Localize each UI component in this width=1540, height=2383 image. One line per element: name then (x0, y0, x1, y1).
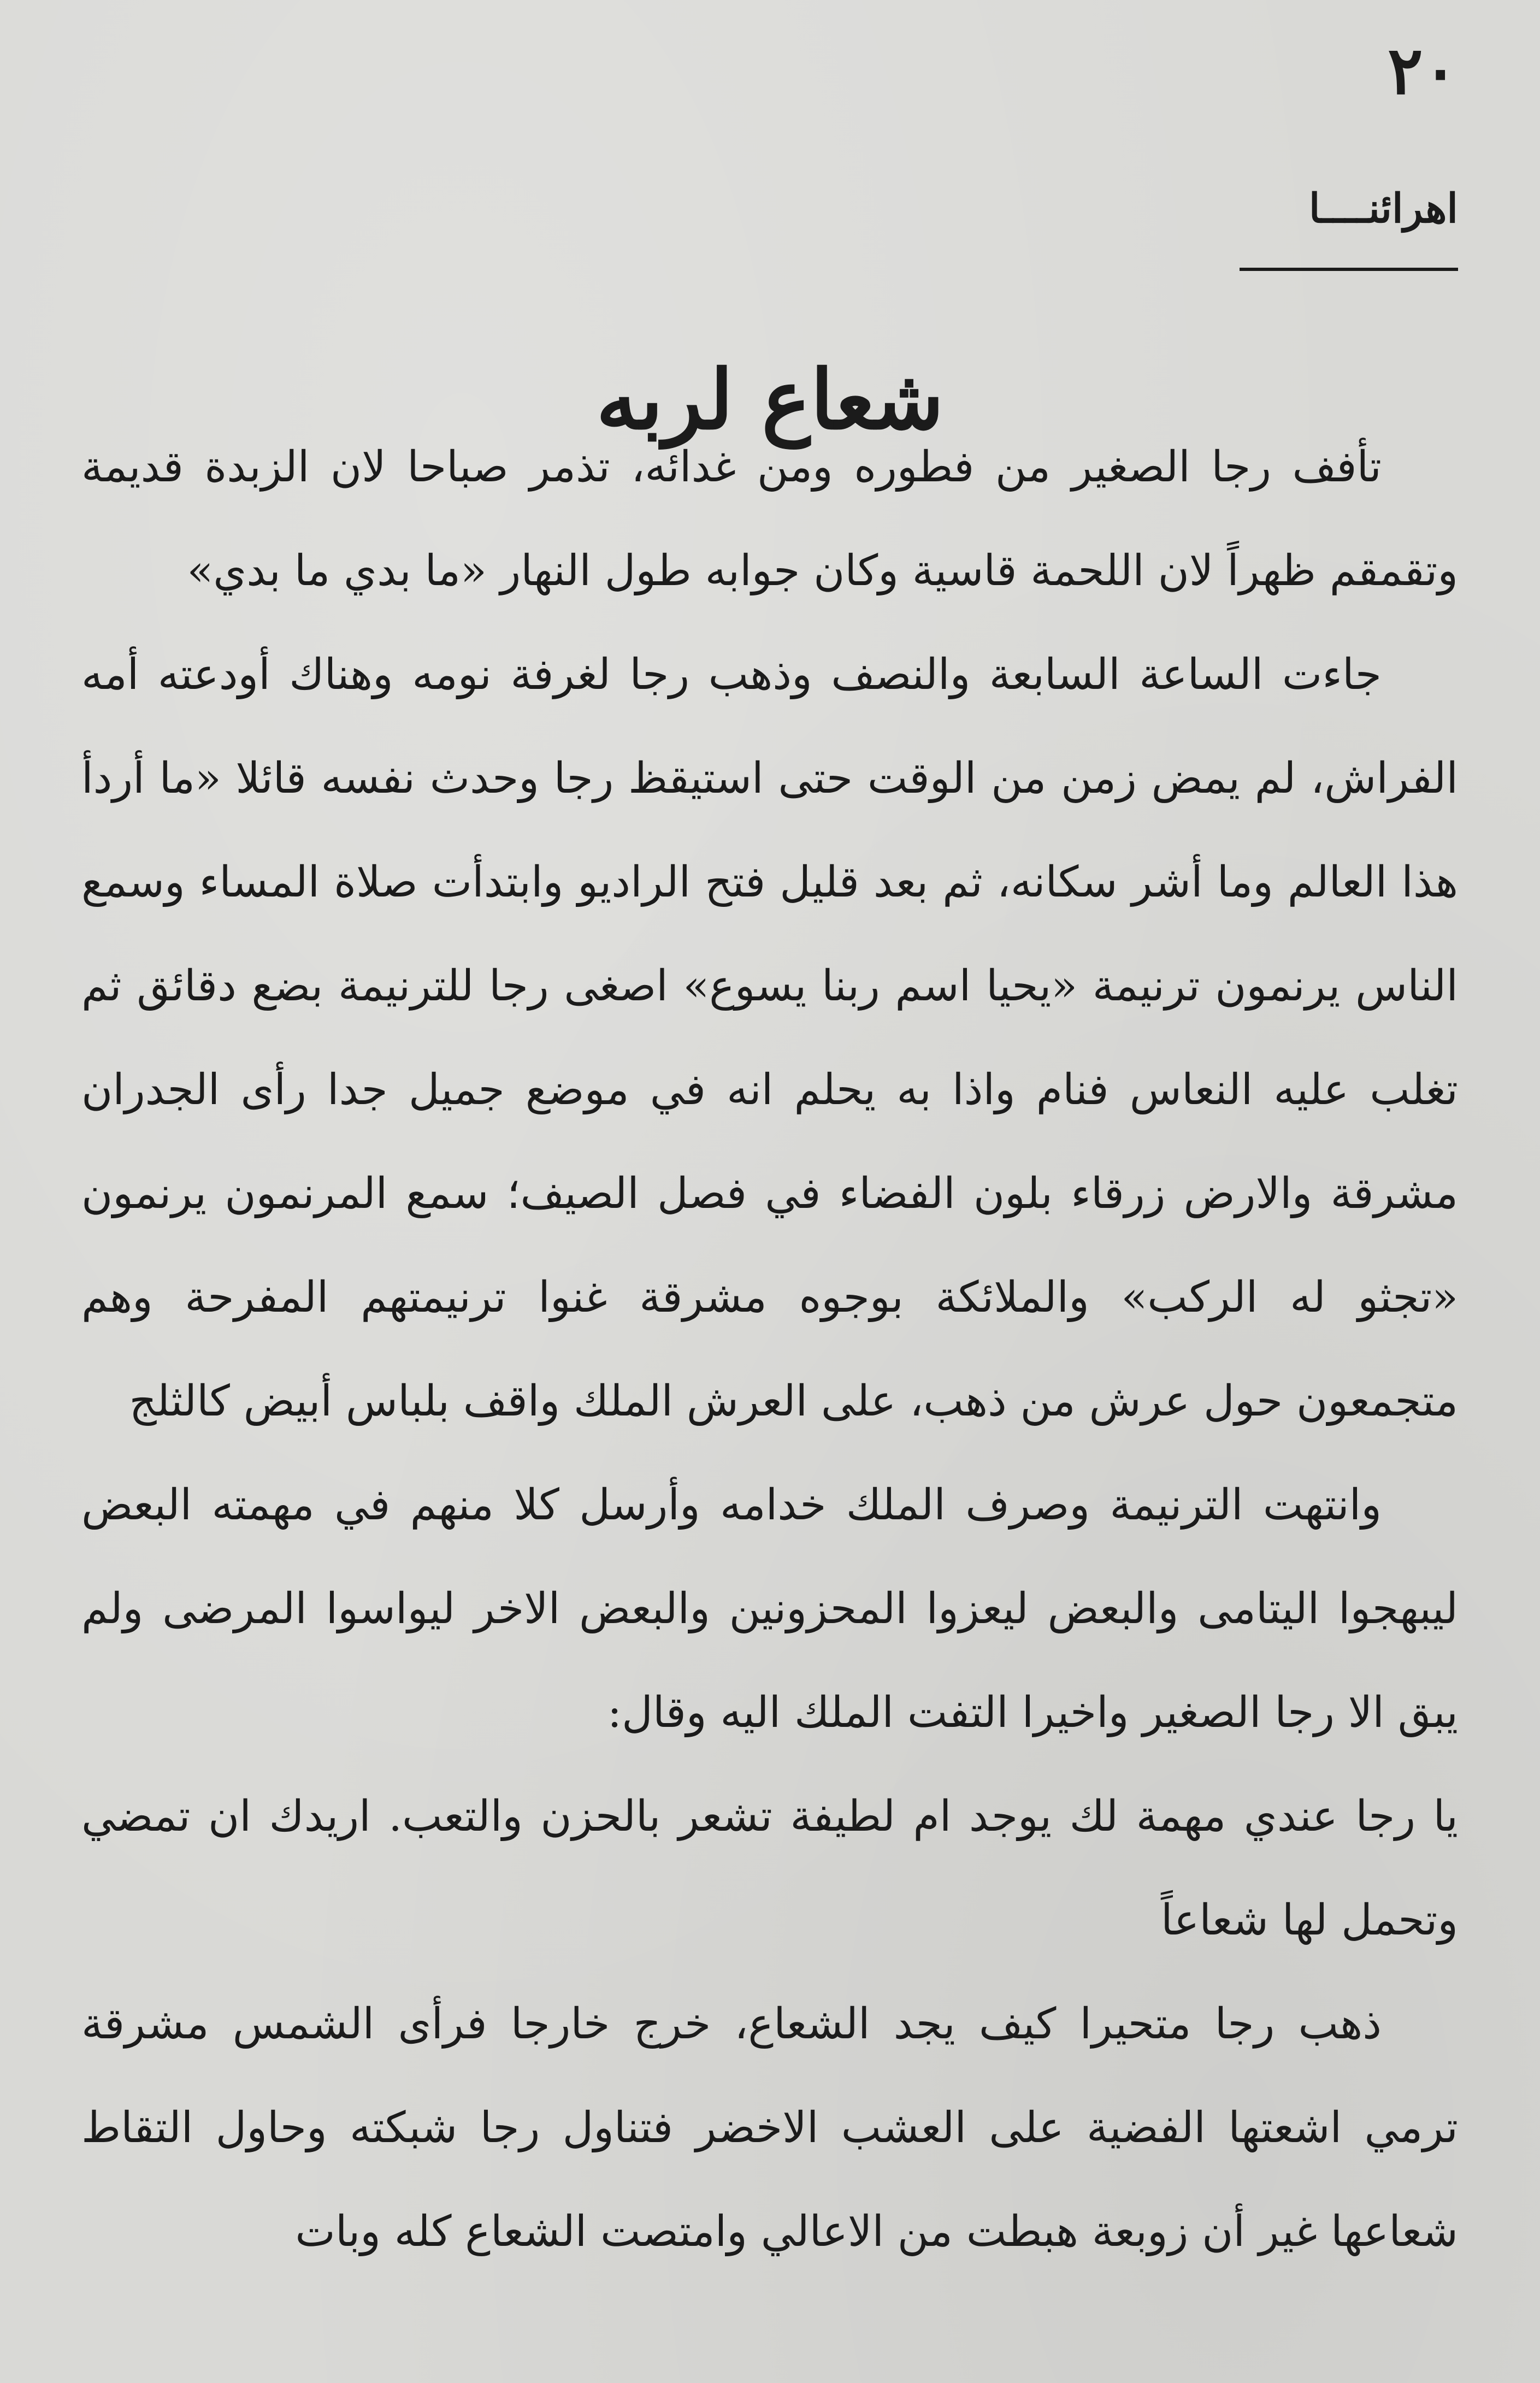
paragraph-4: يا رجا عندي مهمة لك يوجد ام لطيفة تشعر بالحزن والتعب. اريدك ان تمضي وتحمل لها شعاعاً (81, 1792, 1458, 1945)
story-body (81, 415, 1458, 2284)
section-rule (1240, 268, 1458, 271)
paragraph-5: ذهب رجا متحيرا كيف يجد الشعاع، خرج خارجا فرأى الشمس مشرقة ترمي اشعتها الفضية على العشب الاخضر فتناول رجا شبكته وحاول التقاط شعاعها غير أن زوبعة هبطت من الاعالي وامتصت الشعاع كله وبات (81, 1999, 1458, 2256)
paragraph-2: جاءت الساعة السابعة والنصف وذهب رجا لغرفة نومه وهناك أودعته أمه الفراش، لم يمض زمن من الوقت حتى استيقظ رجا وحدث نفسه قائلا «ما أردأ هذا العالم وما أشر سكانه، ثم بعد قليل فتح الراديو وابتدأت صلاة المساء وسمع الناس يرنمون ترنيمة «يحيا اسم ربنا يسوع» اصغى رجا للترنيمة بضع دقائق ثم تغلب عليه النعاس فنام واذا به يحلم انه في موضع جميل جدا رأى الجدران مشرقة والارض زرقاء بلون الفضاء في فصل الصيف؛ سمع المرنمون يرنمون «تجثو له الركب» والملائكة بوجوه مشرقة غنوا ترنيمتهم المفرحة وهم متجمعون حول عرش من ذهب، على العرش الملك واقف بلباس أبيض كالثلج (81, 650, 1458, 1426)
section-label: اهرائنــــا (1308, 185, 1458, 232)
page-number: ٢٠ (1388, 32, 1458, 109)
story-title: شعاع لربه (596, 351, 944, 448)
paragraph-1: تأفف رجا الصغير من فطوره ومن غدائه، تذمر صباحا لان الزبدة قديمة وتقمقم ظهراً لان اللحمة قاسية وكان جوابه طول النهار «ما بدي ما بدي» (81, 443, 1458, 595)
paragraph-3: وانتهت الترنيمة وصرف الملك خدامه وأرسل كلا منهم في مهمته البعض ليبهجوا اليتامى والبعض ليعزوا المحزونين والبعض الاخر ليواسوا المرضى ولم يبق الا رجا الصغير واخيرا التفت الملك اليه وقال: (81, 1480, 1458, 1737)
